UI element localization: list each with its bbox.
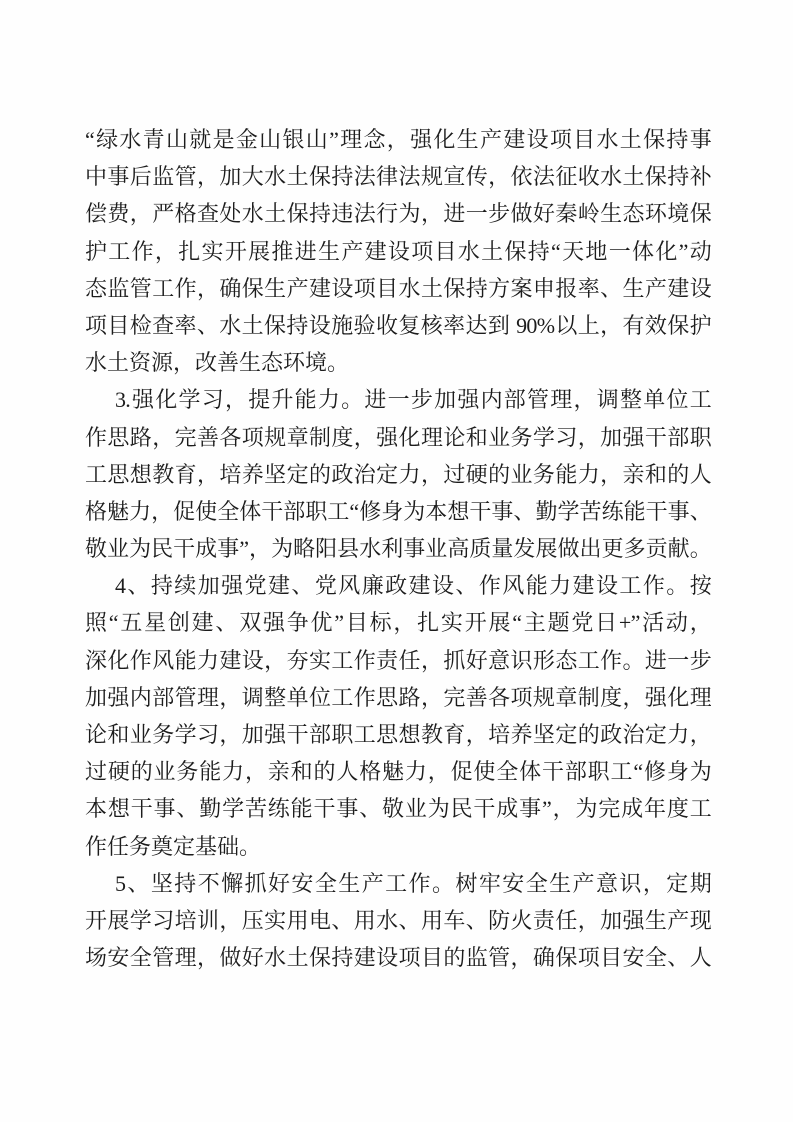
text-line: 项目检查率、水土保持设施验收复核率达到 90%以上，有效保护 [85,312,711,338]
text-line: 格魅力，促使全体干部职工“修身为本想干事、勤学苦练能干事、 [85,498,711,524]
text-line: 深化作风能力建设，夯实工作责任，抓好意识形态工作。进一步 [85,647,711,673]
text-line: 水土资源，改善生态环境。 [85,350,350,376]
text-block [85,121,711,976]
text-line: 3.强化学习，提升能力。进一步加强内部管理，调整单位工 [115,387,711,413]
text-line: 场安全管理，做好水土保持建设项目的监管，确保项目安全、人 [85,945,711,971]
paragraph-item-4 [85,567,711,865]
text-line: 工思想教育，培养坚定的政治定力，过硬的业务能力，亲和的人 [85,461,711,487]
text-line: 论和业务学习，加强干部职工思想教育，培养坚定的政治定力， [85,722,711,747]
text-line: 敬业为民干成事”，为略阳县水利事业高质量发展做出更多贡献。 [85,536,711,562]
text-line: 护工作，扎实开展推进生产建设项目水土保持“天地一体化”动 [85,238,711,264]
text-line: 态监管工作，确保生产建设项目水土保持方案申报率、生产建设 [85,275,711,301]
text-line: 本想干事、勤学苦练能干事、敬业为民干成事”，为完成年度工 [85,796,711,822]
text-line: 4、持续加强党建、党风廉政建设、作风能力建设工作。按 [115,573,711,599]
text-line: 中事后监管，加大水土保持法律法规宣传，依法征收水土保持补 [85,164,711,190]
text-line: “绿水青山就是金山银山”理念，强化生产建设项目水土保持事 [85,127,711,152]
text-line: 开展学习培训，压实用电、用水、用车、防火责任，加强生产现 [85,907,711,933]
text-line: 照“五星创建、双强争优”目标，扎实开展“主题党日+”活动， [85,610,711,636]
paragraph-item-3 [85,381,711,567]
text-line: 作任务奠定基础。 [85,833,262,859]
text-line: 5、坚持不懈抓好安全生产工作。树牢安全生产意识，定期 [115,870,711,896]
text-line: 加强内部管理，调整单位工作思路，完善各项规章制度，强化理 [85,684,711,710]
paragraph-item-5 [85,865,711,977]
paragraph-continuation [85,121,711,381]
text-line: 过硬的业务能力，亲和的人格魅力，促使全体干部职工“修身为 [85,759,711,785]
text-line: 作思路，完善各项规章制度，强化理论和业务学习，加强干部职 [85,424,711,450]
text-line: 偿费，严格查处水土保持违法行为，进一步做好秦岭生态环境保 [85,201,711,227]
